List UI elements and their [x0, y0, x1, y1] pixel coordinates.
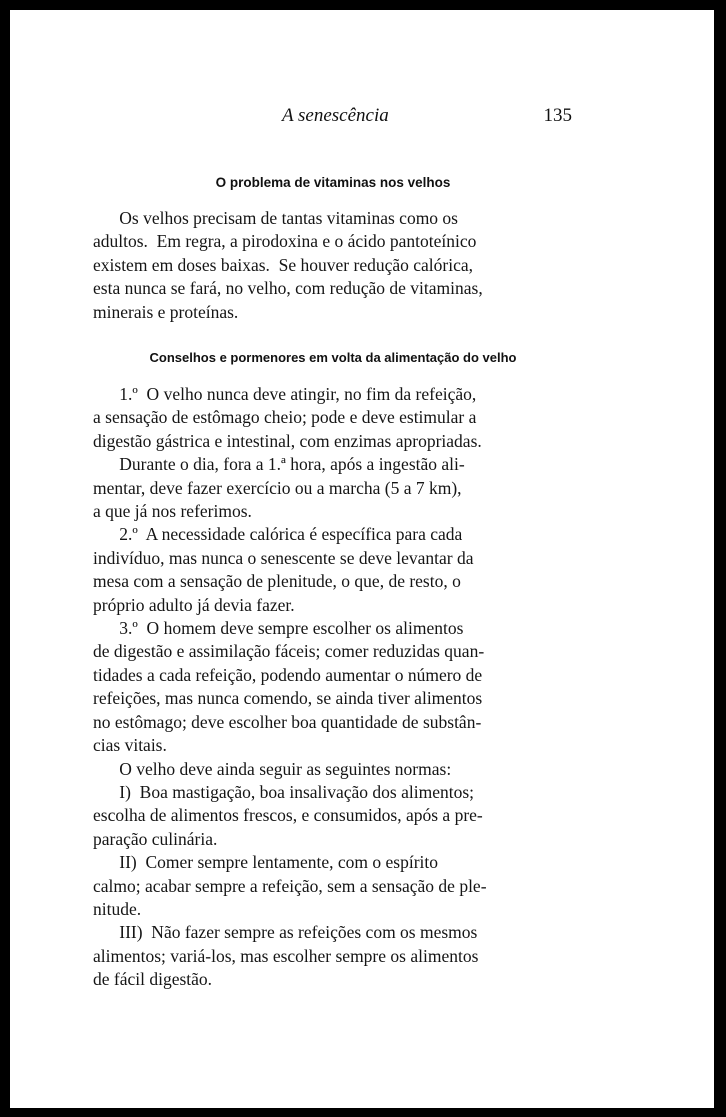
text-line: a sensação de estômago cheio; pode e deve estimular a [93, 407, 477, 428]
text-line: III) Não fazer sempre as refeições com os mesmos [93, 922, 478, 943]
text-line: refeições, mas nunca comendo, se ainda tiver alimentos [93, 688, 483, 709]
text-line: nitude. [93, 898, 142, 919]
paragraph-vitamins [93, 207, 575, 324]
text-line: I) Boa mastigação, boa insalivação dos alimentos; [93, 781, 475, 802]
section-heading-advice: Conselhos e pormenores em volta da alimentação do velho [149, 350, 517, 365]
text-line: minerais e proteínas. [93, 301, 239, 322]
text-line: mentar, deve fazer exercício ou a marcha (5 a 7 km), [93, 477, 462, 498]
text-line: indivíduo, mas nunca o senescente se deve levantar da [93, 547, 474, 568]
text-line: calmo; acabar sempre a refeição, sem a sensação de ple- [93, 875, 487, 896]
page-number: 135 [543, 105, 572, 126]
text-line: de digestão e assimilação fáceis; comer reduzidas quan- [93, 641, 485, 662]
text-line: a que já nos referimos. [93, 501, 252, 522]
section-heading-vitamins: O problema de vitaminas nos velhos [215, 175, 451, 190]
text-line: II) Comer sempre lentamente, com o espírito [93, 852, 439, 873]
text-line: existem em doses baixas. Se houver redução calórica, [93, 254, 474, 275]
text-line: adultos. Em regra, a pirodoxina e o ácido pantoteínico [93, 231, 477, 252]
text-line: mesa com a sensação de plenitude, o que, de resto, o [93, 571, 461, 592]
text-line: esta nunca se fará, no velho, com redução de vitaminas, [93, 278, 483, 299]
text-line: tidades a cada refeição, podendo aumentar o número de [93, 664, 483, 685]
text-line: Durante o dia, fora a 1.ª hora, após a ingestão ali- [93, 454, 465, 475]
paragraph-advice [93, 383, 575, 992]
text-line: 1.º O velho nunca deve atingir, no fim da refeição, [93, 384, 477, 404]
book-page [10, 10, 714, 1108]
text-line: O velho deve ainda seguir as seguintes normas: [93, 758, 452, 779]
text-line: paração culinária. [93, 828, 218, 849]
text-line: de fácil digestão. [93, 969, 213, 990]
text-line: alimentos; variá-los, mas escolher sempre os alimentos [93, 945, 479, 966]
text-line: digestão gástrica e intestinal, com enzimas apropriadas. [93, 430, 482, 451]
chapter-title: A senescência [282, 105, 389, 126]
text-line: Os velhos precisam de tantas vitaminas como os [93, 208, 458, 228]
text-line: escolha de alimentos frescos, e consumidos, após a pre- [93, 805, 483, 826]
text-line: 2.º A necessidade calórica é específica para cada [93, 524, 463, 545]
text-line: próprio adulto já devia fazer. [93, 594, 295, 615]
text-line: cias vitais. [93, 735, 167, 756]
text-line: 3.º O homem deve sempre escolher os alimentos [93, 618, 464, 639]
text-line: no estômago; deve escolher boa quantidade de substân- [93, 711, 482, 732]
